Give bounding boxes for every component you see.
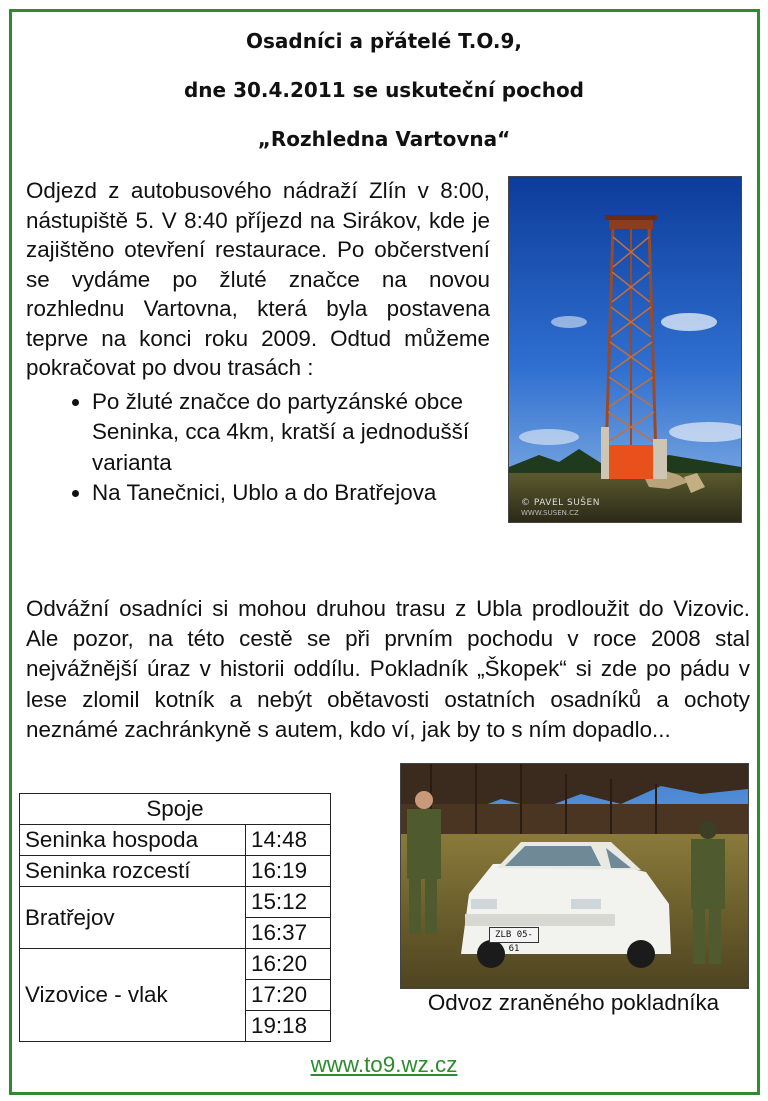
route-item: • Po žluté značce do partyzánské obce Seninka, cca 4km, kratší a jednodušší varianta — [92, 387, 490, 479]
title-line-1: Osadníci a přátelé T.O.9, — [245, 29, 522, 53]
stop-name: Seninka rozcestí — [20, 856, 246, 887]
table-title: Spoje — [20, 794, 331, 825]
photo-caption: Odvoz zraněného pokladníka — [427, 990, 720, 1015]
stop-name: Vizovice - vlak — [20, 949, 246, 1042]
departure-time: 17:20 — [246, 980, 331, 1011]
departure-time: 16:20 — [246, 949, 331, 980]
stop-name: Seninka hospoda — [20, 825, 246, 856]
photo-credit-url: WWW.SUSEN.CZ — [521, 509, 579, 517]
photo-credit: © PAVEL SUŠEN — [521, 498, 600, 508]
departure-time: 19:18 — [246, 1011, 331, 1042]
license-plate: ZLB 05-61 — [489, 927, 539, 943]
route-list — [26, 387, 490, 509]
intro-text: Odjezd z autobusového nádraží Zlín v 8:00, nástupiště 5. V 8:40 příjezd na Sirákov, kde je zajištěno otevření restaurace. Po občerstvení se vydáme po žluté značce na novou rozhlednu Vartovna, která byla postavena teprve na konci roku 2009. Odtud můžeme pokračovat po dvou trasách : — [26, 178, 490, 380]
rescue-car-photo — [400, 763, 749, 989]
departure-time: 16:37 — [246, 918, 331, 949]
intro-section — [26, 176, 490, 509]
table-row — [20, 887, 331, 918]
table-row — [20, 949, 331, 980]
title-line-2: dne 30.4.2011 se uskuteční pochod — [183, 78, 584, 102]
connections-table — [19, 793, 331, 1042]
stop-name: Bratřejov — [20, 887, 246, 949]
route-item: • Na Tanečnici, Ublo a do Bratřejova — [92, 478, 490, 509]
table-row — [20, 856, 331, 887]
departure-time: 14:48 — [246, 825, 331, 856]
table-row — [20, 825, 331, 856]
departure-time: 15:12 — [246, 887, 331, 918]
story-paragraph: Odvážní osadníci si mohou druhou trasu z Ubla prodloužit do Vizovic. Ale pozor, na této cestě se při prvním pochodu v roce 2008 stal nejvážnější úraz v historii oddílu. Pokladník „Škopek“ si zde po pádu v lese zlomil kotník a nebýt obětavosti ostatních osadníků a ochoty neznámé zachránkyně s autem, kdo ví, jak by to s ním dopadlo... — [26, 596, 750, 742]
website-link[interactable]: www.to9.wz.cz — [310, 1052, 458, 1077]
departure-time: 16:19 — [246, 856, 331, 887]
title-line-3: „Rozhledna Vartovna“ — [257, 127, 511, 151]
tower-photo — [508, 176, 742, 523]
